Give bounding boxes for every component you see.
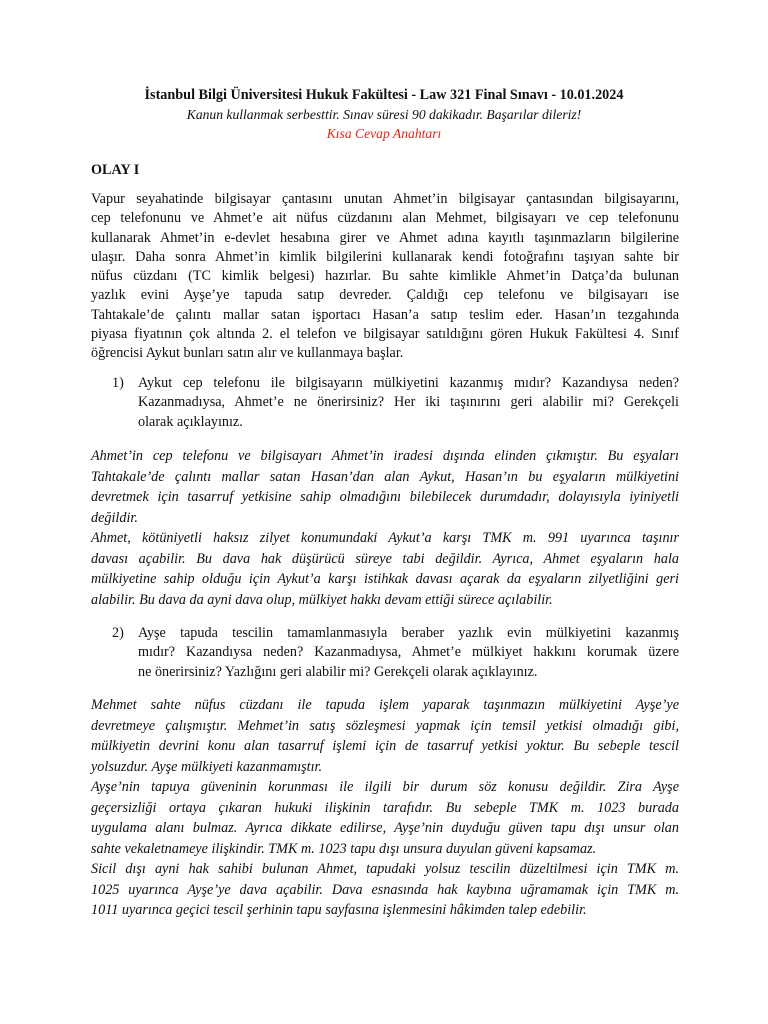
answer-key-label: Kısa Cevap Anahtarı: [326, 126, 442, 141]
exam-instructions: Kanun kullanmak serbesttir. Sınav süresi 90 dakikadır. Başarılar dileriz!: [186, 107, 582, 122]
answer-2: [91, 695, 679, 921]
scenario-line: cep telefonunu ve Ahmet’e ait nüfus cüzdanını alan Mehmet, bilgisayarı ve cep telefonunu: [91, 210, 679, 227]
scenario-line: ulaşır. Daha sonra Ahmet’in kimlik bilgilerini kullanarak kendi fotoğrafını taşıyan sahte bir: [91, 248, 679, 265]
answer-line: Ahmet, kötüniyetli haksız zilyet konumundaki Aykut’a karşı TMK m. 991 uyarınca taşınır: [91, 530, 679, 546]
answer-line: Tahtakale’de çalıntı mallar satan Hasan’dan alan Aykut, Hasan’ın bu eşyaların mülkiyetini: [91, 468, 679, 485]
answer-line: Mehmet sahte nüfus cüzdanı ile tapuda işlem yaparak taşınmazın mülkiyetini Ayşe’ye: [91, 697, 679, 713]
exam-title: İstanbul Bilgi Üniversitesi Hukuk Fakültesi - Law 321 Final Sınavı - 10.01.2024: [144, 87, 624, 103]
question-text: [138, 374, 679, 432]
question-line: Aykut cep telefonu ile bilgisayarın mülkiyetini kazanmış mıdır? Kazandıysa neden?: [138, 375, 679, 391]
scenario-line: yazlık evini Ayşe’ye tapuda satıp devreder. Çaldığı cep telefonu ve bilgisayarı ise: [91, 287, 679, 304]
answer-line: yolsuzdur. Ayşe mülkiyeti kazanmamıştır.: [91, 758, 323, 775]
question-number: 1): [112, 375, 124, 391]
question-line: ne önerirsiniz? Yazlığını geri alabilir mi? Gerekçeli olarak açıklayınız.: [138, 663, 538, 680]
answer-line: mülkiyetin devrini konu alan tasarruf işlemi için de tasarruf yetkisi yoktur. Bu sebeple tescil: [91, 738, 679, 754]
question-line: mıdır? Kazandıysa neden? Kazanmadıysa, Ahmet’e mülkiyet hakkını korumak üzere: [138, 644, 679, 661]
scenario-paragraph: [91, 190, 679, 364]
scenario-line: piyasa fiyatının çok altında 2. el telefon ve bilgisayar satıldığını gören Hukuk Fakültesi 4. Sınıf: [91, 326, 679, 343]
answer-line: Sicil dışı ayni hak sahibi bulunan Ahmet, tapudaki yolsuz tescilin düzeltilmesi için TMK m.: [91, 861, 679, 877]
answer-line: değildir.: [91, 509, 138, 526]
answer-line: uygulama alanı bulmaz. Ayrıca dikkate edilirse, Ayşe’nin duyduğu güven tapu dışı unsur olan: [91, 820, 679, 836]
answer-line: geçersizliği ortaya çıkaran hukuki ilişkinin tarafıdır. Bu sebeple TMK m. 1023 burada: [91, 799, 679, 816]
question-text: [138, 624, 679, 682]
answer-line: devretmeye çalışmıştır. Mehmet’in satış sözleşmesi yapmak için temsil yetkisi olmadığı gibi,: [91, 717, 679, 734]
scenario-line: nüfus cüzdanı (TC kimlik belgesi) hazırlar. Bu sahte kimlikle Ahmet’in Datça’da bulunan: [91, 268, 679, 285]
answer-line: devretmek için tasarruf yetkisine sahip olmadığını bilebilecek durumdadır, dolayısıyla iyiniyetli: [91, 489, 679, 505]
answer-line: davası açabilir. Bu dava hak düşürücü süreye tabi değildir. Ayrıca, Ahmet eşyaların hala: [91, 550, 679, 567]
answer-line: sahte vekaletnameye ilişkindir. TMK m. 1023 tapu dışı unsura duyulan güveni kapsamaz.: [91, 840, 597, 857]
scenario-line: kullanarak Ahmet’in e-devlet hesabına girer ve Ahmet adına kayıtlı taşınmazların bilgilerine: [91, 229, 679, 246]
answer-line: 1025 uyarınca Ayşe’ye dava açabilir. Dava esnasında hak kaybına uğramamak için TMK m.: [91, 881, 679, 898]
answer-line: Ahmet’in cep telefonu ve bilgisayarı Ahmet’in iradesi dışında elinden çıkmıştır. Bu eşyaları: [91, 448, 679, 464]
answer-1: [91, 446, 679, 610]
scenario-line: öğrencisi Aykut bunları satın alır ve kullanmaya başlar.: [91, 345, 404, 362]
section-heading: OLAY I: [91, 162, 140, 178]
exam-header: [0, 86, 768, 143]
answer-line: alabilir. Bu dava da ayni dava olup, mülkiyet hakkı devam ettiği sürece açılabilir.: [91, 591, 553, 608]
question-line: Kazanmadıysa, Ahmet’e ne önerirsiniz? Her iki taşınırını geri alabilir mi? Gerekçeli: [138, 394, 679, 411]
answer-line: 1011 uyarınca geçici tescil şerhinin tapu sayfasına işlenmesini hâkimden talep edebilir.: [91, 902, 587, 918]
question-line: Ayşe tapuda tescilin tamamlanmasıyla beraber yazlık evin mülkiyetini kazanmış: [138, 625, 679, 641]
scenario-line: Vapur seyahatinde bilgisayar çantasını unutan Ahmet’in bilgisayar çantasından bilgisayarını,: [91, 191, 679, 207]
answer-line: Ayşe’nin tapuya güveninin korunması ile ilgili bir durum söz konusu değildir. Zira Ayşe: [91, 779, 679, 795]
answer-line: mülkiyetine sahip olduğu için Aykut’a karşı istihkak davası açarak da eşyaların zilyetliğini geri: [91, 571, 679, 587]
scenario-line: Tahtakale’de çalıntı mallar satan işportacı Hasan’a satıp teslim eder. Hasan’ın tezgahında: [91, 306, 679, 323]
question-number: 2): [112, 625, 124, 641]
question-line: olarak açıklayınız.: [138, 413, 243, 430]
